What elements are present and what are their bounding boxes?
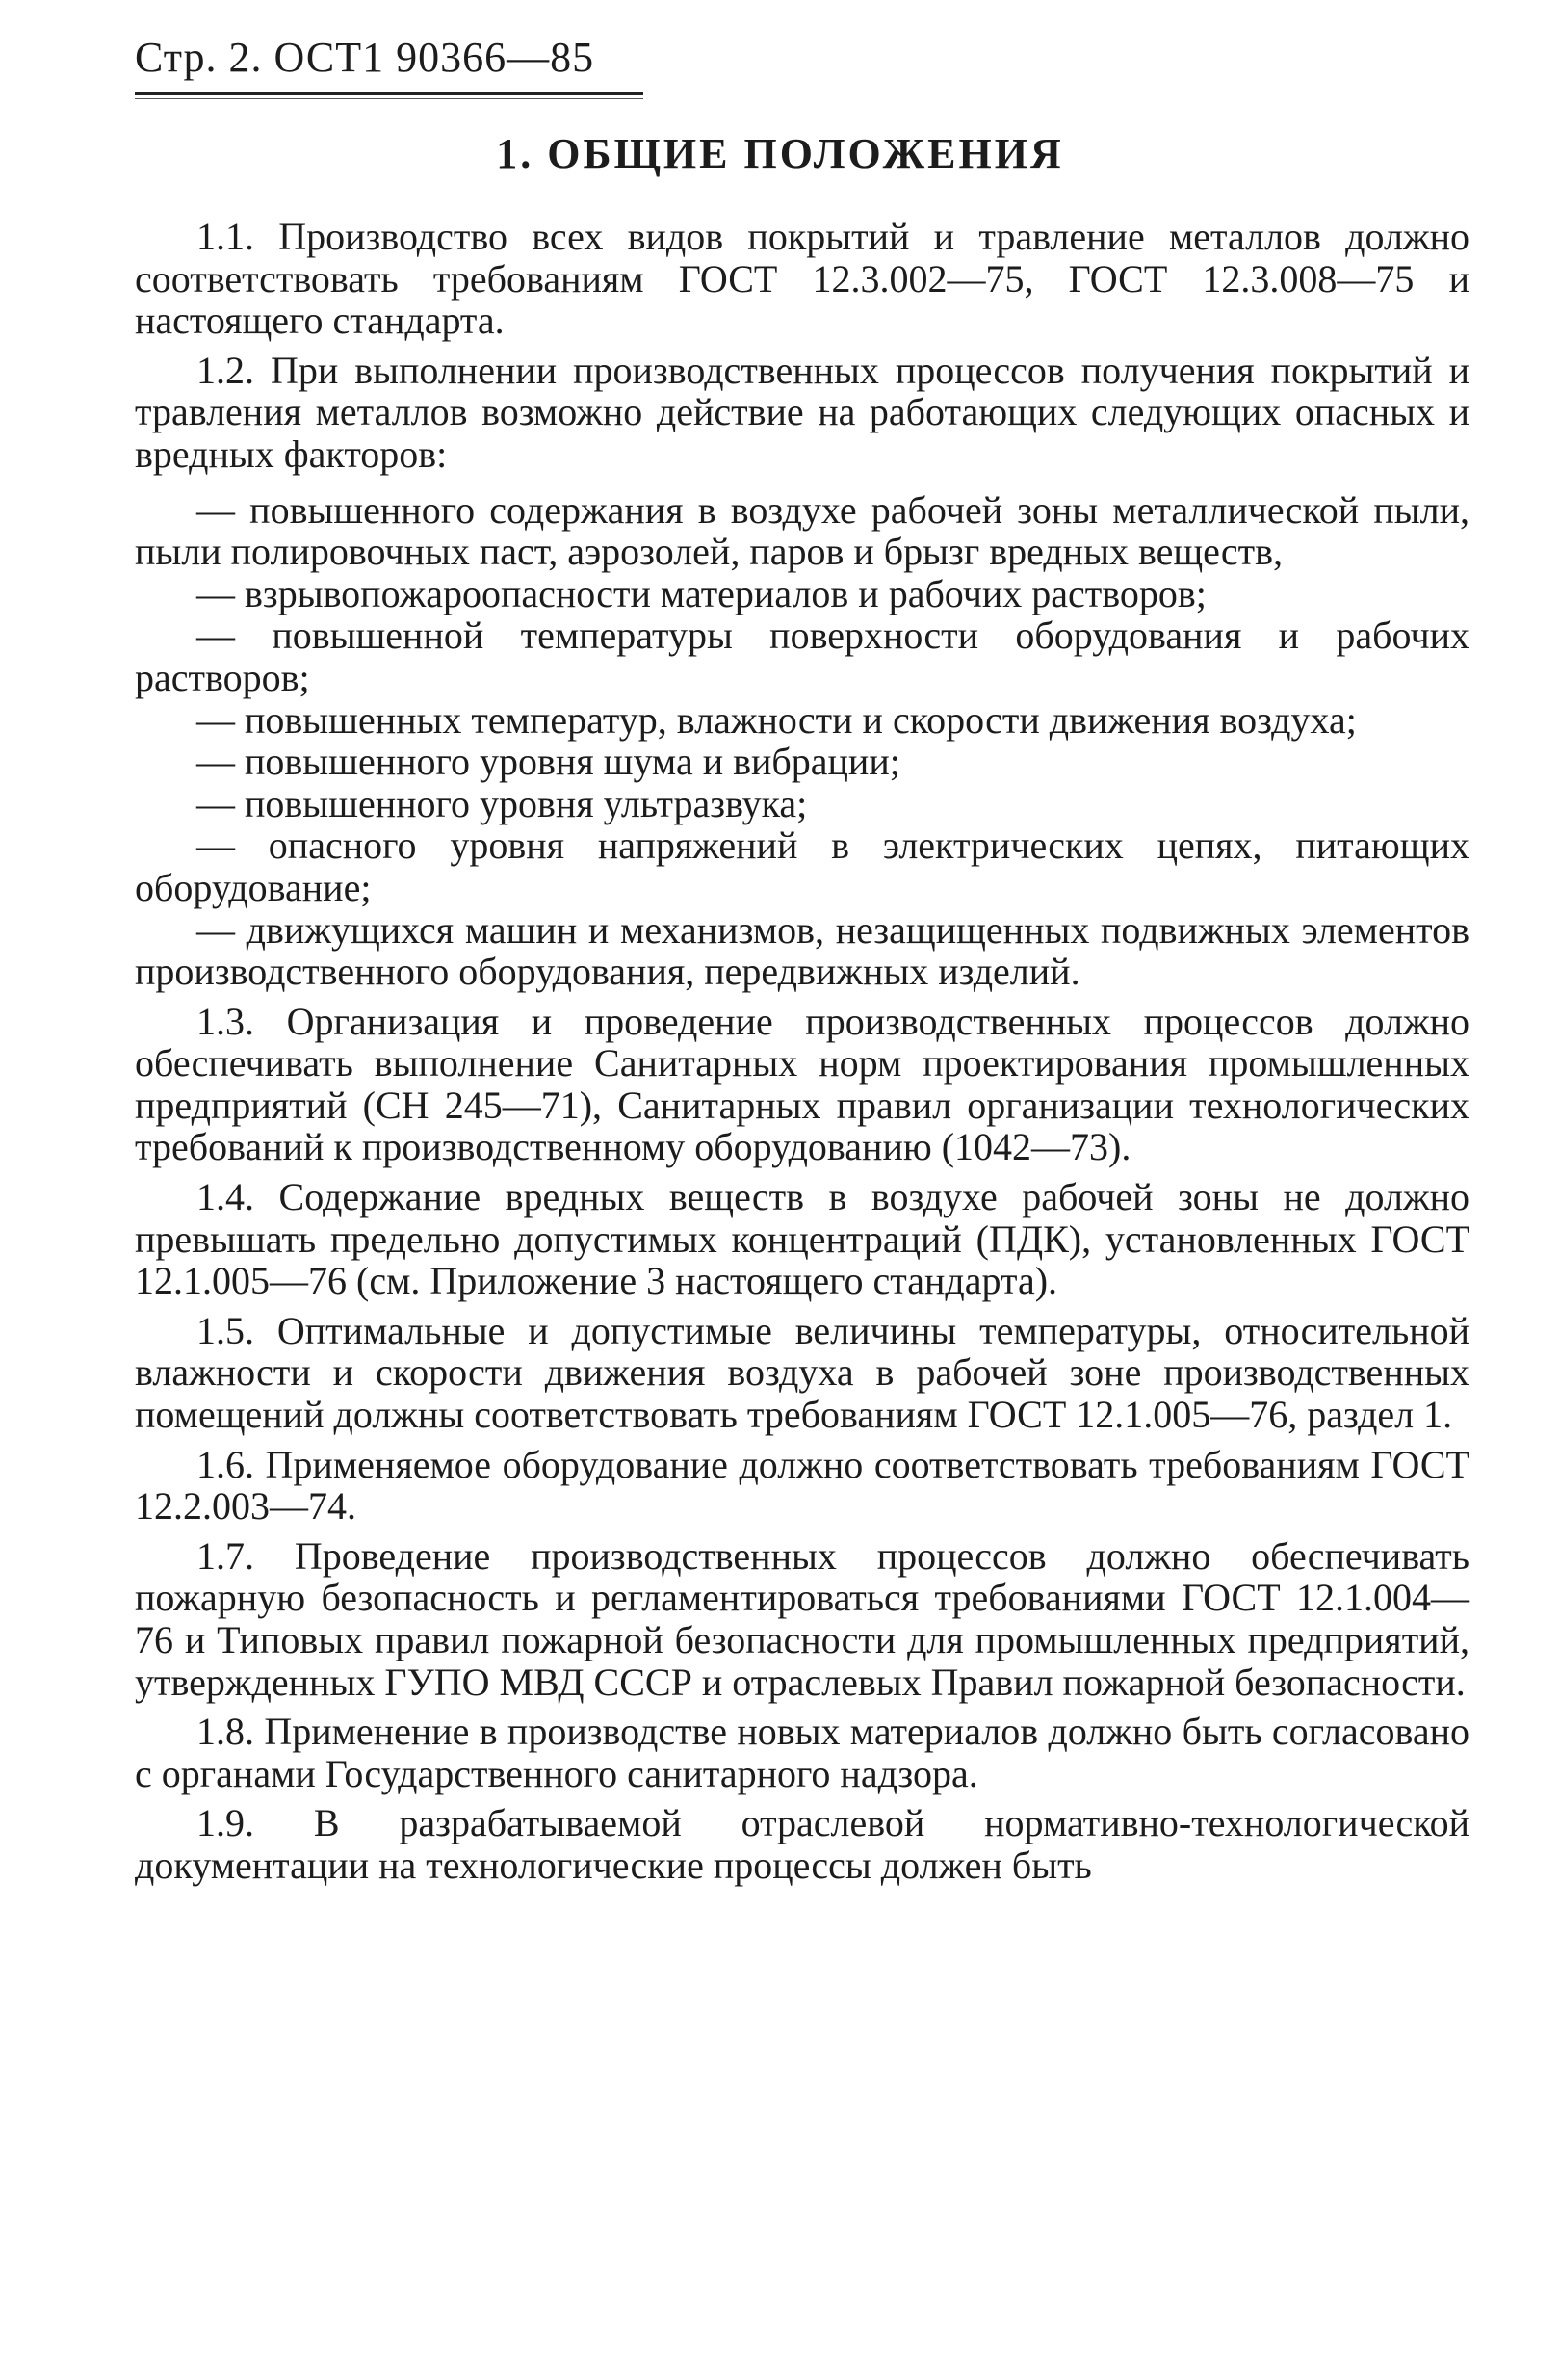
hazard-item: — повышенных температур, влажности и скорости движения воздуха;	[196, 697, 1357, 742]
hazard-item: — движущихся машин и механизмов, незащищенных подвижных элементов производственного оборудования, передвижных изделий.	[135, 907, 1469, 994]
hazard-item: — повышенного уровня шума и вибрации;	[196, 740, 900, 784]
paragraph-1-4: 1.4. Содержание вредных веществ в воздухе рабочей зоны не должно превышать предельно допустимых концентраций (ПДК), установленных ГОСТ 12.1.005—76 (см. Приложение 3 настоящего стандарта).	[135, 1175, 1469, 1303]
paragraph-1-8: 1.8. Применение в производстве новых материалов должно быть согласовано с органами Государственного санитарного надзора.	[135, 1710, 1469, 1795]
paragraph-1-5: 1.5. Оптимальные и допустимые величины температуры, относительной влажности и скорости движения воздуха в рабочей зоне производственных помещений должны соответствовать требованиям ГОСТ 12.1.005—76, раздел 1.	[135, 1308, 1469, 1437]
hazard-item: — повышенного уровня ультразвука;	[196, 781, 808, 825]
paragraph-1-2: 1.2. При выполнении производственных процессов получения покрытий и травления металлов возможно действие на работающих следующих опасных и вредных факторов:	[135, 348, 1469, 476]
header-rule	[135, 92, 643, 95]
paragraph-1-7: 1.7. Проведение производственных процессов должно обеспечивать пожарную безопасность и регламентироваться требованиями ГОСТ 12.1.004—76 и Типовых правил пожарной безопасности для промышленных предприятий, утвержденных ГУПО МВД СССР и отраслевых Правил пожарной безопасности.	[135, 1533, 1469, 1704]
page-header: Стр. 2. ОСТ1 90366—85	[135, 34, 595, 81]
section-body	[135, 216, 1469, 1895]
paragraph-1-3: 1.3. Организация и проведение производственных процессов должно обеспечивать выполнение Санитарных норм проектирования промышленных предприятий (СН 245—71), Санитарных правил организации технологических требований к производственному оборудованию (1042—73).	[135, 999, 1469, 1169]
hazard-item: — повышенной температуры поверхности оборудования и рабочих растворов;	[135, 614, 1469, 699]
paragraph-1-1: 1.1. Производство всех видов покрытий и травление металлов должно соответствовать требованиям ГОСТ 12.3.002—75, ГОСТ 12.3.008—75 и настоящего стандарта.	[135, 215, 1469, 343]
hazard-item: — взрывопожароопасности материалов и рабочих растворов;	[196, 571, 1207, 615]
header-rule-thin	[135, 98, 643, 99]
hazard-item: — опасного уровня напряжений в электрических цепях, питающих оборудование;	[135, 824, 1469, 909]
paragraph-1-9: 1.9. В разрабатываемой отраслевой нормативно-технологической документации на технологические процессы должен быть	[135, 1801, 1469, 1887]
paragraph-1-6: 1.6. Применяемое оборудование должно соответствовать требованиям ГОСТ 12.2.003—74.	[135, 1442, 1469, 1529]
hazard-item: — повышенного содержания в воздухе рабочей зоны металлической пыли, пыли полировочных паст, аэрозолей, паров и брызг вредных веществ,	[135, 487, 1469, 574]
section-title: 1. ОБЩИЕ ПОЛОЖЕНИЯ	[496, 130, 1064, 177]
